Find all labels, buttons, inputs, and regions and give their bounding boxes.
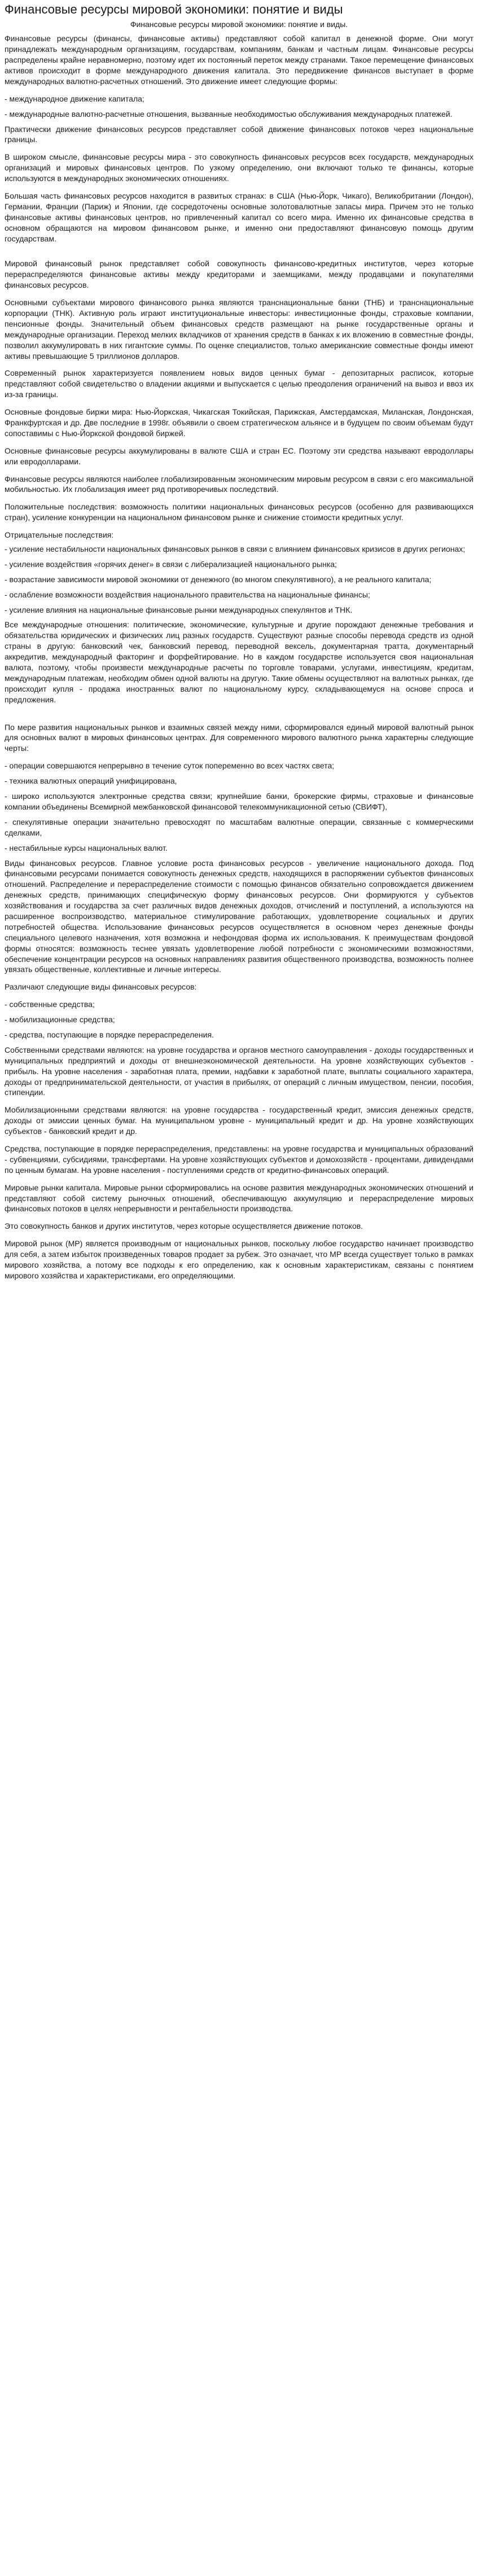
list-item: - международное движение капитала;	[5, 94, 144, 103]
list-item: - спекулятивные операции значительно превосходят по масштабам валютные операции, связанные с коммерческими сделками,	[5, 817, 473, 837]
list-item: - операции совершаются непрерывно в течение суток попеременно во всех частях света;	[5, 761, 335, 771]
list-item: - усиление воздействия «горячих денег» в связи с либерализацией национального рынка;	[5, 559, 337, 569]
paragraph: Основными субъектами мирового финансового рынка являются транснациональные банки (ТНБ) и транснациональные корпорации (ТНК). Активную роль играют институциональные инвесторы: инвестиционные фонды, страховые компании, пенсионные фонды. Значительный объем финансовых средств размещают на рынке государственные органы и международные организации. Переход мелких вкладчиков от хранения средств в банках к их вложению в совместные фонды, позволил аккумулировать в них гигантские суммы. По оценке специалистов, только американские совместные фонды имеют активы превышающие 5 триллионов долларов.	[5, 298, 473, 361]
paragraph: Финансовые ресурсы являются наиболее глобализированным экономическим мировым ресурсом в связи с его максимальной мобильностью. Их глобализация имеет ряд противоречивых последствий.	[5, 474, 473, 494]
paragraph: По мере развития национальных рынков и взаимных связей между ними, сформировался единый мировой валютный рынок для основных валют в мировых финансовых центрах. Для современного мирового валютного рынка характерны следующие черты:	[5, 722, 473, 753]
paragraph: Это совокупность банков и других институтов, через которые осуществляется движение потоков.	[5, 1221, 363, 1231]
document-title: Финансовые ресурсы мировой экономики: понятие и виды	[5, 2, 343, 16]
paragraph: В широком смысле, финансовые ресурсы мира - это совокупность финансовых ресурсов всех государств, международных организаций и мировых финансовых центров. По узкому определению, они включают только те финансы, которые используются в международных экономических отношениях.	[5, 152, 473, 183]
paragraph: Мобилизационными средствами являются: на уровне государства - государственный кредит, эмиссия денежных средств, доходы от эмиссии ценных бумаг. На муниципальном уровне - муниципальный кредит и др. На уровне хозяйствующих субъектов - банковский кредит и др.	[5, 1105, 473, 1136]
list-item: - международные валютно-расчетные отношения, вызванные необходимостью обслуживания международных платежей.	[5, 109, 453, 118]
list-item: - усиление нестабильности национальных финансовых рынков в связи с влиянием финансовых кризисов в других регионах;	[5, 544, 466, 554]
paragraph: Практически движение финансовых ресурсов представляет собой движение финансовых потоков через национальные границы.	[5, 124, 473, 144]
list-item: - собственные средства;	[5, 1000, 95, 1009]
paragraph: Основные фондовые биржи мира: Нью-Йоркская, Чикагская Токийская, Парижская, Амстердамская, Миланская, Лондонская, Франкфуртская и др. Две последние в 1998г. объявили о своем стратегическом альянсе и в будущем по своим объемам будут сопоставимы с Нью-Йоркской фондовой биржей.	[5, 407, 473, 438]
paragraph: Отрицательные последствия:	[5, 530, 114, 540]
list-item: - техника валютных операций унифицирована,	[5, 776, 177, 786]
list-item: - мобилизационные средства;	[5, 1015, 115, 1025]
list-item: - ослабление возможности воздействия национального правительства на национальные финансы;	[5, 590, 370, 599]
paragraph: Средства, поступающие в порядке перераспределения, представлены: на уровне государства и муниципальных образований - субвенциями, субсидиями, трансфертами. На уровне хозяйствующих субъектов и домохозяйств - процентами, дивидендами по ценным бумагам. На уровне населения - поступлениями средств от кредитно-финансовых операций.	[5, 1144, 473, 1175]
document-body	[5, 33, 473, 1281]
list-item: - возрастание зависимости мировой экономики от денежного (во многом спекулятивного), а не реального капитала;	[5, 574, 432, 584]
paragraph: Все международные отношения: политические, экономические, культурные и другие порождают денежные требования и обязательства юридических и физических лиц разных государств. Существуют разные способы перевода средств из одной страны в другую: банковский чек, банковский перевод, переводной вексель, документарная тратта, документарный аккредитив, международный факторинг и форфейтирование. Но в каждом государстве используется своя национальная валюта, поэтому, чтобы произвести международные расчеты по торговле товарами, услугами, инвестициям, кредитам, международным платежам, необходим обмен одной валюты на другую. Такие обмены осуществляют на валютных рынках, где происходит купля - продажа иностранных валют по национальному курсу, складывающемуся на основе спроса и предложения.	[5, 620, 473, 704]
document-subtitle: Финансовые ресурсы мировой экономики: понятие и виды.	[130, 20, 348, 29]
paragraph: Мировые рынки капитала. Мировые рынки сформировались на основе развития международных экономических отношений и представляют собой систему рыночных отношений, обеспечивающую аккумуляцию и перераспределение мировых финансовых потоков в целях непрерывности и рентабельности производства.	[5, 1183, 473, 1214]
list-item: - нестабильные курсы национальных валют.	[5, 843, 168, 852]
paragraph: Виды финансовых ресурсов. Главное условие роста финансовых ресурсов - увеличение национального дохода. Под финансовыми ресурсами понимается совокупность денежных средств, находящихся в распоряжении субъектов финансовых отношений. Распределение и перераспределение стоимости с помощью финансов обязательно сопровождается движением денежных средств, принимающих специфическую форму финансовых ресурсов. Они формируются у субъектов хозяйствования и государства за счет различных видов денежных доходов, отчислений и поступлений, а используются на расширенное воспроизводство, материальное стимулирование работающих, удовлетворение социальных и других потребностей общества. Использование финансовых ресурсов осуществляется в основном через денежные фонды специального целевого назначения, хотя возможна и нефондовая форма их использования. К преимуществам фондовой формы относятся: возможность теснее увязать удовлетворение любой потребности с экономическими возможностями, обеспечение концентрации ресурсов на основных направлениях развития общественного производства, возможность полнее увязать общественные, коллективные и личные интересы.	[5, 858, 473, 974]
paragraph: Финансовые ресурсы (финансы, финансовые активы) представляют собой капитал в денежной форме. Они могут принадлежать международным организациям, государствам, компаниям, банкам и частным лицам. Финансовые ресурсы распределены крайне неравномерно, поэтому идет их постоянный переток между странами. Такое перемещение финансовых активов происходит в форме международного движения капитала. Это передвижение финансов выступает в форме международных валютно-расчетных отношений. Это движение имеет следующие формы:	[5, 34, 473, 86]
paragraph: Современный рынок характеризуется появлением новых видов ценных бумаг - депозитарных расписок, которые представляют собой свидетельство о владении акциями и выпускается с целью преодоления ограничений на вывоз и ввоз их из-за границы.	[5, 368, 473, 399]
paragraph: Мировой рынок (МР) является производным от национальных рынков, поскольку любое государство начинает производство для себя, а затем избыток произведенных товаров продает за рубеж. Это означает, что МР всегда существует только в рамках мирового хозяйства, а потому все подходы к его определению, как к основным характеристикам, связаны с понятием мирового хозяйства и характеристиками, его определяющими.	[5, 1239, 473, 1280]
paragraph: Различают следующие виды финансовых ресурсов:	[5, 982, 197, 992]
paragraph: Собственными средствами являются: на уровне государства и органов местного самоуправления - доходы государственных и муниципальных предприятий и доходы от внешнеэкономической деятельности. На уровне хозяйствующих субъектов - прибыль. На уровне населения - заработная плата, премии, надбавки к заработной плате, выплаты социального характера, доходы от предпринимательской деятельности, от участия в прибылях, от операций с личным имуществом, пенсии, пособия, стипендии.	[5, 1045, 473, 1097]
paragraph: Основные финансовые ресурсы аккумулированы в валюте США и стран ЕС. Поэтому эти средства называют евродоллары или евродолларами.	[5, 446, 473, 466]
list-item: - широко используются электронные средства связи; крупнейшие банки, брокерские фирмы, страховые и финансовые компании объединены Всемирной межбанковской финансовой телекоммуникационной сетью (СВИФТ),	[5, 792, 473, 811]
paragraph: Положительные последствия: возможность политики национальных финансовых ресурсов (особенно для развивающихся стран), усиление конкуренции на национальном финансовом рынке и снижение стоимости кредитных услуг.	[5, 502, 473, 522]
paragraph: Большая часть финансовых ресурсов находится в развитых странах: в США (Нью-Йорк, Чикаго), Великобритании (Лондон), Германии, Франции (Париж) и Японии, где сосредоточены основные золотовалютные запасы мира. Причем это не только финансовые активы финансовых центров, но привлеченный капитал со всего мира. Именно их финансовые средства в основном обращаются на мировом финансовом рынке, и именно они предоставляют финансовую помощь другим государствам.	[5, 191, 473, 243]
paragraph: Мировой финансовый рынок представляет собой совокупность финансово-кредитных институтов, через которые перераспределяются финансовые активы между кредиторами и заемщиками, между продавцами и покупателями финансовых ресурсов.	[5, 259, 473, 290]
list-item: - усиление влияния на национальные финансовые рынки международных спекулянтов и ТНК.	[5, 605, 353, 614]
list-item: - средства, поступающие в порядке перераспределения.	[5, 1030, 214, 1039]
